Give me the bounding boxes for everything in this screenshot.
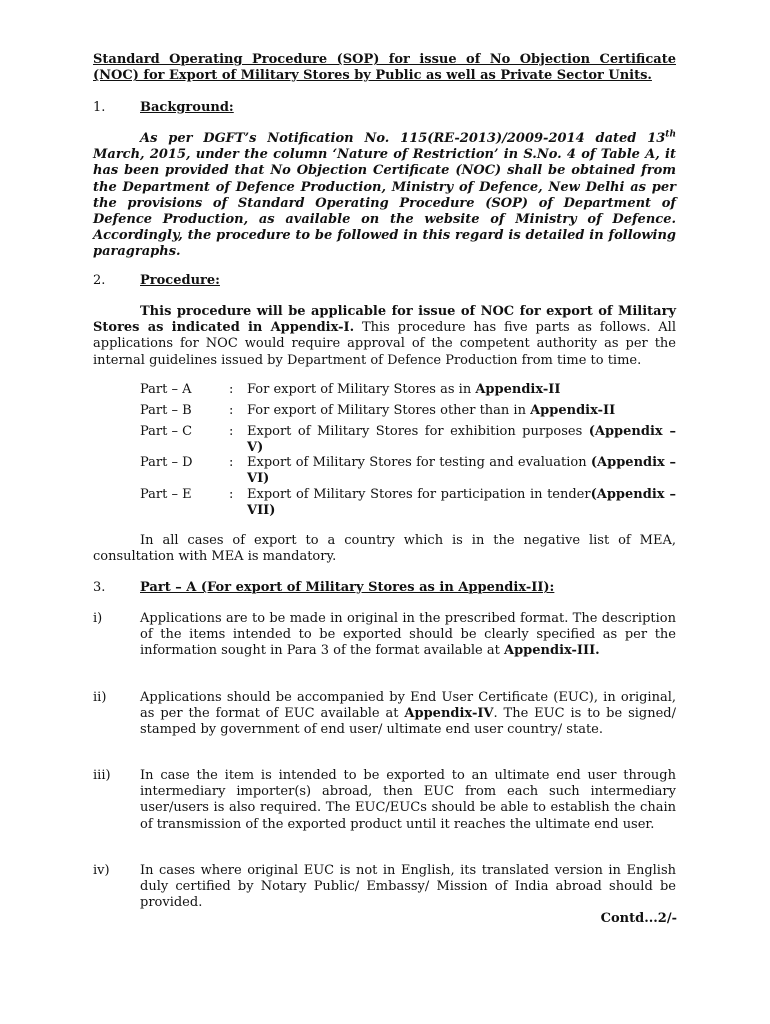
item-text-plain: Applications are to be made in original in the prescribed format. The description of the items intended to be exported should be clearly specified as per the information sought in Para 3 of the format available at	[140, 611, 676, 659]
item-text-plain: Applications should be accompanied by End User Certificate (EUC), in original, as per the format of EUC available at	[140, 690, 676, 722]
section-1-number: 1.	[93, 100, 106, 115]
part-label: Part – E	[140, 487, 192, 502]
item-text	[140, 611, 676, 660]
item-text-after: . The EUC is to be signed/ stamped by government of end user/ ultimate end user country/ state.	[140, 706, 676, 738]
item-number: iv)	[93, 863, 110, 878]
section-1-body-end: March, 2015, under the column ‘Nature of Restriction’ in S.No. 4 of Table A, it has been provided that No Objection Certificate (NOC) shall be obtained from the Department of Defence Production, Ministry of Defence, New Delhi as per the provisions of Standard Operating Procedure (SOP) of Department of Defence Production, as available on the website of Ministry of Defence. Accordingly, the procedure to be followed in this regard is detailed in following paragraphs.	[93, 147, 676, 260]
part-label: Part – C	[140, 424, 193, 439]
item-number: i)	[93, 611, 103, 626]
item-number: ii)	[93, 690, 107, 705]
section-2-body-rest: This procedure has five parts as follows. All applications for NOC would require approval of the competent authority as per the internal guidelines issued by Department of Defence Production from time to time.	[93, 320, 676, 368]
part-text	[247, 424, 676, 456]
item-text-plain: In cases where original EUC is not in English, its translated version in English duly certified by Notary Public/ Embassy/ Mission of India abroad should be provided.	[140, 863, 676, 911]
part-label: Part – A	[140, 382, 192, 397]
mea-note: In all cases of export to a country which is in the negative list of MEA, consultation with MEA is mandatory.	[93, 533, 676, 565]
part-text-bold: (Appendix – V)	[247, 424, 676, 456]
part-text-bold: (Appendix – VI)	[247, 455, 676, 487]
item-text-bold: Appendix-IV	[404, 706, 494, 722]
part-text	[247, 382, 676, 398]
item-text	[140, 690, 676, 739]
item-text	[140, 863, 676, 912]
title-line-1: Standard Operating Procedure (SOP) for issue of No Objection Certificate	[93, 52, 676, 67]
part-text-bold: Appendix-II	[475, 382, 561, 397]
part-text-bold: (Appendix – VII)	[247, 487, 676, 519]
part-colon: :	[229, 424, 234, 439]
item-text	[140, 768, 676, 833]
part-text	[247, 455, 676, 487]
section-3-heading: Part – A (For export of Military Stores as in Appendix-II):	[140, 580, 555, 595]
section-2-heading: Procedure:	[140, 273, 220, 288]
part-colon: :	[229, 382, 234, 397]
section-1-body	[93, 131, 676, 261]
item-text-plain: In case the item is intended to be exported to an ultimate end user through intermediary importer(s) abroad, then EUC from each such intermediary user/users is also required. The EUC/EUCs should be able to establish the chain of transmission of the exported product until it reaches the ultimate end user.	[140, 768, 676, 832]
document-title	[93, 52, 676, 84]
part-colon: :	[229, 403, 234, 418]
superscript-th: th	[665, 129, 676, 140]
section-1-heading: Background:	[140, 100, 234, 115]
continued-marker: Contd...2/-	[600, 911, 677, 926]
part-text-bold: Appendix-II	[530, 403, 616, 418]
part-label: Part – B	[140, 403, 192, 418]
item-number: iii)	[93, 768, 111, 783]
item-text-bold: Appendix-III.	[503, 643, 600, 659]
section-2-body	[93, 304, 676, 369]
part-text-plain: Export of Military Stores for exhibition purposes	[247, 424, 589, 439]
part-label: Part – D	[140, 455, 193, 470]
part-text	[247, 487, 676, 519]
part-text-plain: For export of Military Stores as in	[247, 382, 476, 397]
part-text-plain: Export of Military Stores for participation in tender	[247, 487, 591, 502]
section-1-body-start: As per DGFT’s Notification No. 115(RE-2013)/2009-2014 dated 13	[140, 131, 666, 146]
part-text	[247, 403, 676, 419]
part-colon: :	[229, 455, 234, 470]
title-line-2: (NOC) for Export of Military Stores by Public as well as Private Sector Units.	[93, 68, 652, 84]
section-2-body-bold: This procedure will be applicable for issue of NOC for export of Military Stores as indicated in Appendix-I.	[93, 304, 676, 336]
part-text-plain: For export of Military Stores other than in	[247, 403, 531, 418]
section-3-number: 3.	[93, 580, 106, 595]
part-text-plain: Export of Military Stores for testing and evaluation	[247, 455, 591, 470]
section-2-number: 2.	[93, 273, 106, 288]
part-colon: :	[229, 487, 234, 502]
